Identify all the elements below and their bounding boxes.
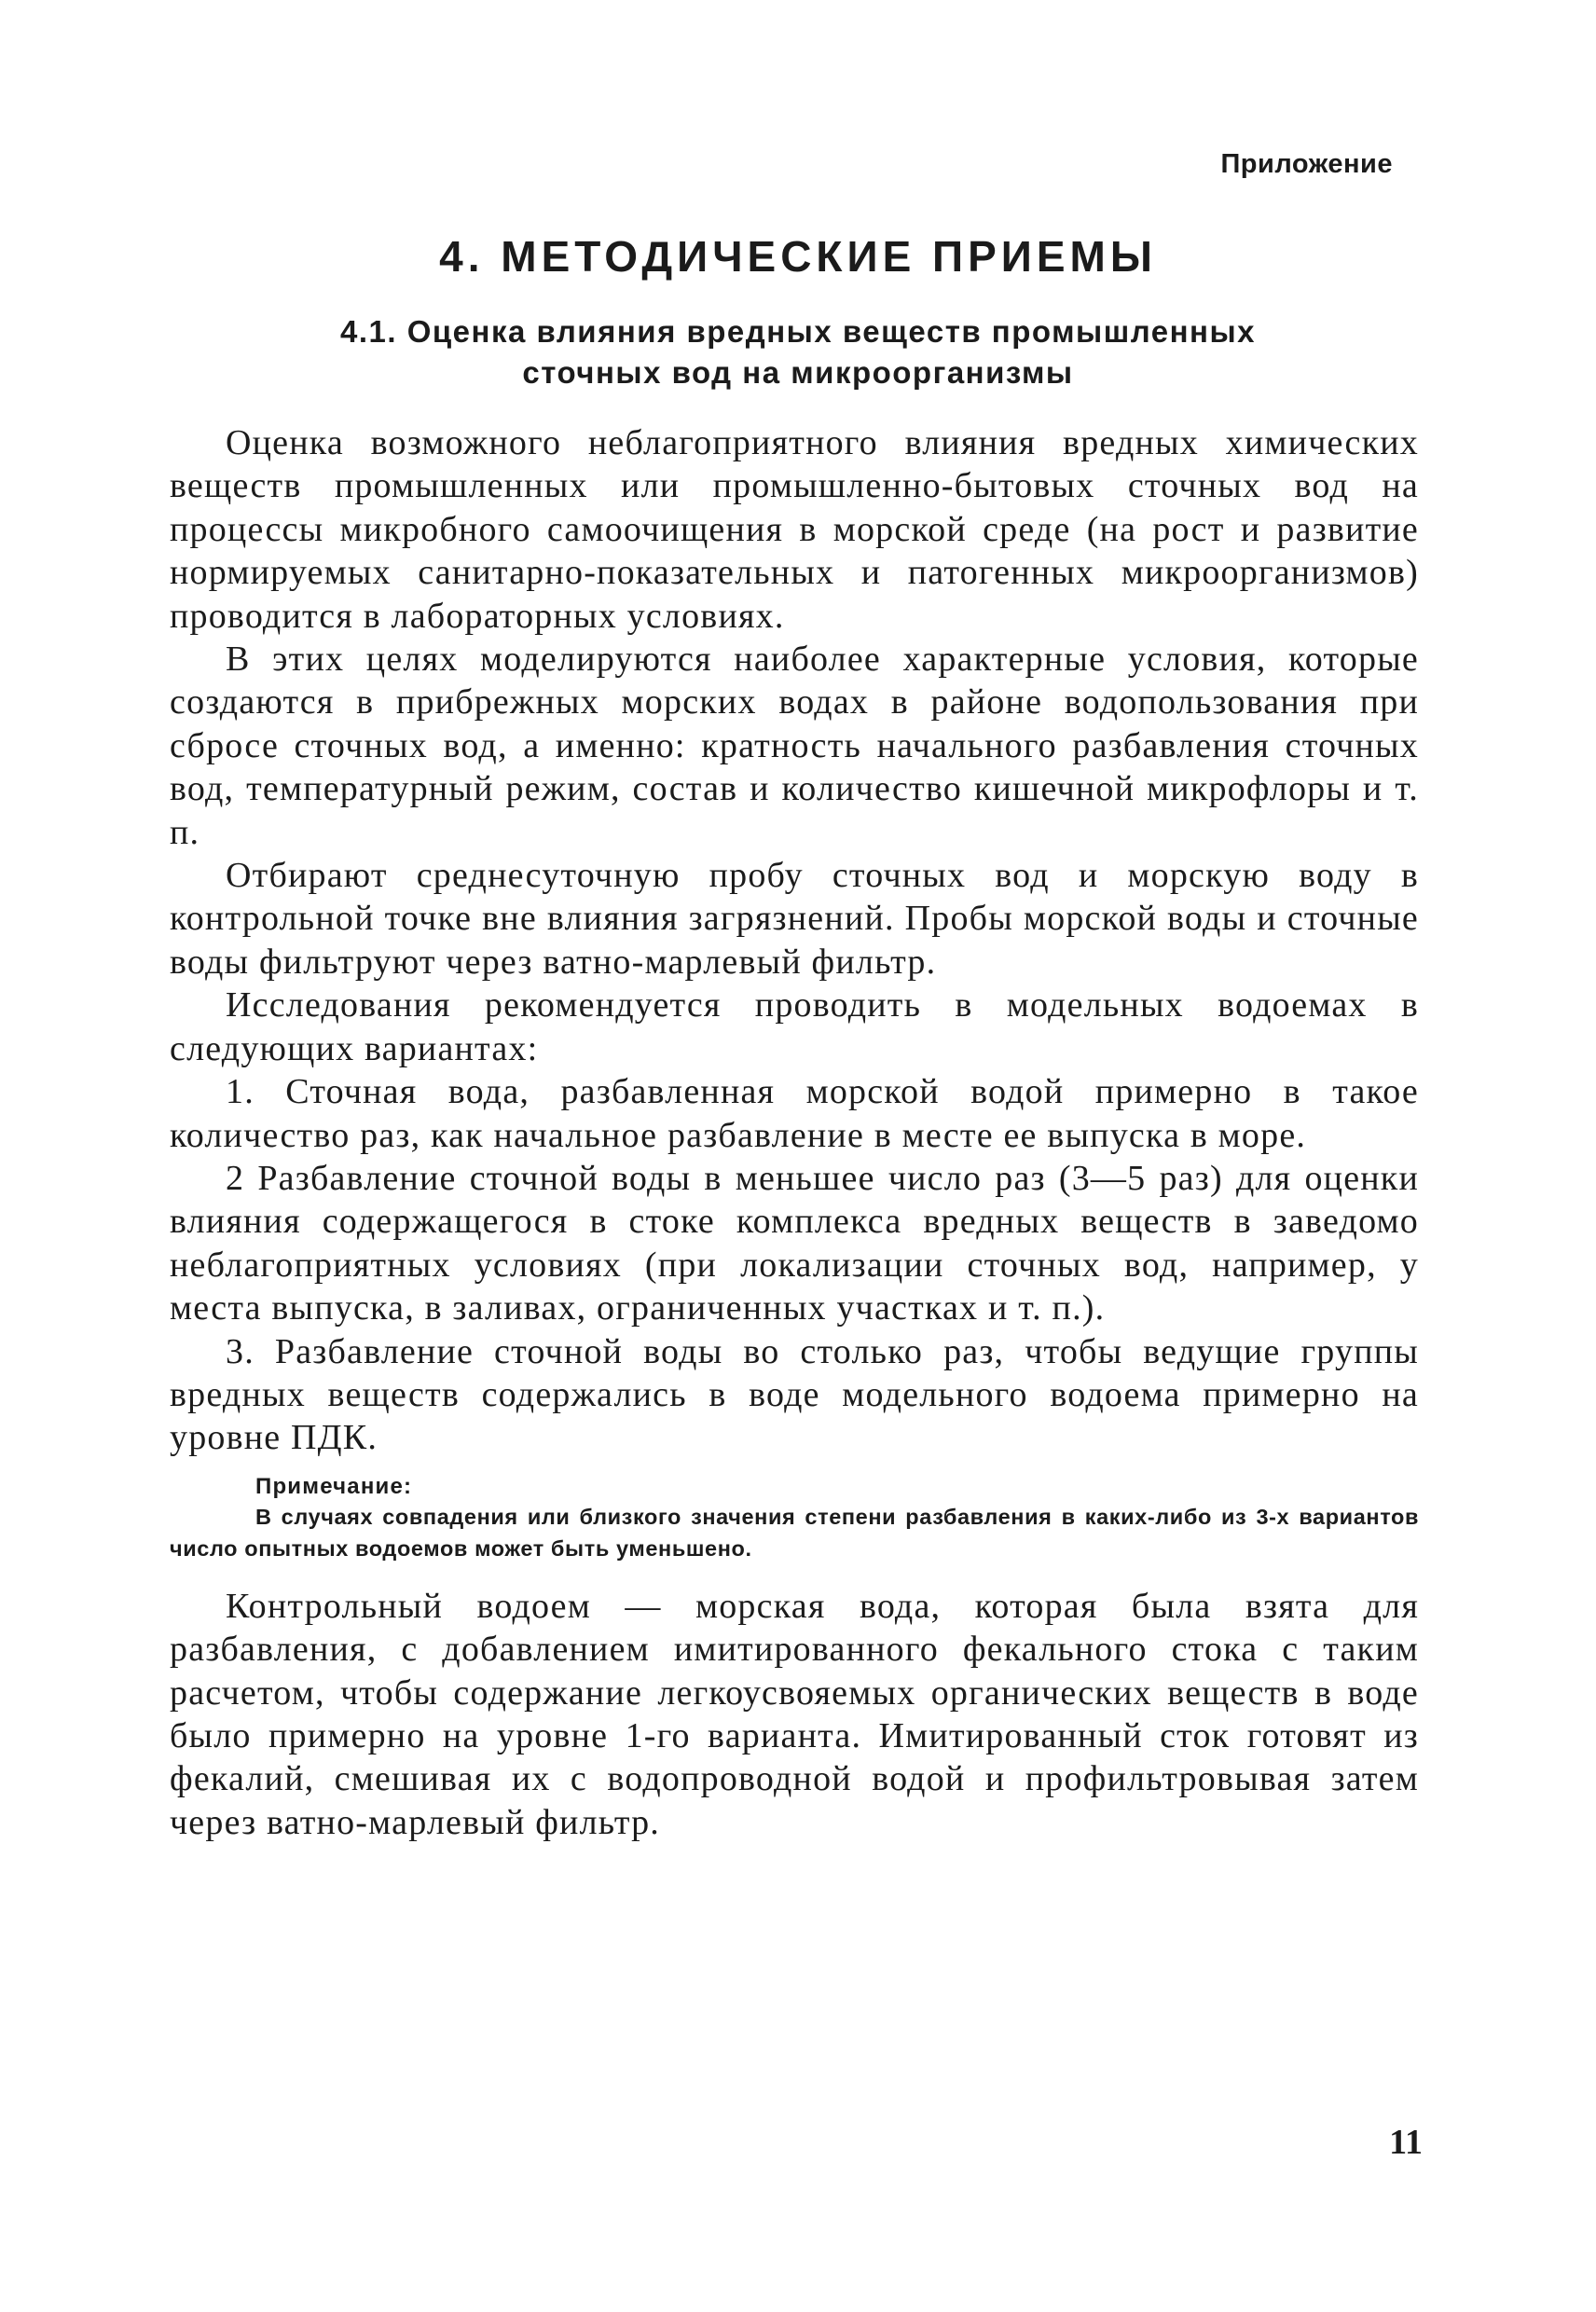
paragraph-sampling: Отбирают среднесуточную пробу сточных вод и морскую воду в контрольной точке вне влияния загрязнений. Пробы морской воды и сточные воды фильтруют через ватно-марлевый фильтр.	[170, 856, 1419, 982]
paragraph-control-reservoir: Контрольный водоем — морская вода, которая была взята для разбавления, с добавлением имитированного фекального стока с таким расчетом, чтобы содержание легкоусвояемых органических веществ в воде было примерно на уровне 1-го варианта. Имитированный сток готовят из фекалий, смешивая их с водопроводной водой и профильтровывая затем через ватно-марлевый фильтр.	[170, 1586, 1419, 1842]
appendix-label: Приложение	[1220, 149, 1393, 179]
variant-1: 1. Сточная вода, разбавленная морской водой примерно в такое количество раз, как начальное разбавление в месте ее выпуска в море.	[170, 1072, 1419, 1155]
page-number: 11	[1389, 2123, 1423, 2162]
paragraph-intro: Оценка возможного неблагоприятного влияния вредных химических веществ промышленных или промышленно-бытовых сточных вод на процессы микробного самоочищения в морской среде (на рост и развитие нормируемых санитарно-показательных и патогенных микроорганизмов) проводится в лабораторных условиях.	[170, 423, 1419, 636]
chapter-title: 4. МЕТОДИЧЕСКИЕ ПРИЕМЫ	[439, 232, 1157, 281]
note-label: Примечание:	[255, 1473, 413, 1499]
variant-3: 3. Разбавление сточной воды во столько раз, чтобы ведущие группы вредных веществ содержались в воде модельного водоема примерно на уровне ПДК.	[170, 1331, 1419, 1458]
variant-2: 2 Разбавление сточной воды в меньшее число раз (3—5 раз) для оценки влияния содержащегося в стоке комплекса вредных веществ в заведомо неблагоприятных условиях (при локализации сточных вод, например, у места выпуска, в заливах, ограниченных участках и т. п.).	[170, 1158, 1419, 1328]
section-title-line-1: 4.1. Оценка влияния вредных веществ промышленных	[340, 314, 1256, 349]
paragraph-modeling: В этих целях моделируются наиболее характерные условия, которые создаются в прибрежных морских водах в районе водопользования при сбросе сточных вод, а именно: кратность начального разбавления сточных вод, температурный режим, состав и количество кишечной микрофлоры и т. п.	[170, 640, 1419, 852]
body-text	[170, 421, 1419, 1844]
section-title-line-2: сточных вод на микроорганизмы	[522, 355, 1074, 390]
paragraph-variants-intro: Исследования рекомендуется проводить в модельных водоемах в следующих вариантах:	[170, 985, 1419, 1068]
section-title	[0, 311, 1596, 393]
note-text: В случаях совпадения или близкого значения степени разбавления в каких-либо из 3-х вариантов число опытных водоемов может быть уменьшено.	[170, 1504, 1419, 1561]
